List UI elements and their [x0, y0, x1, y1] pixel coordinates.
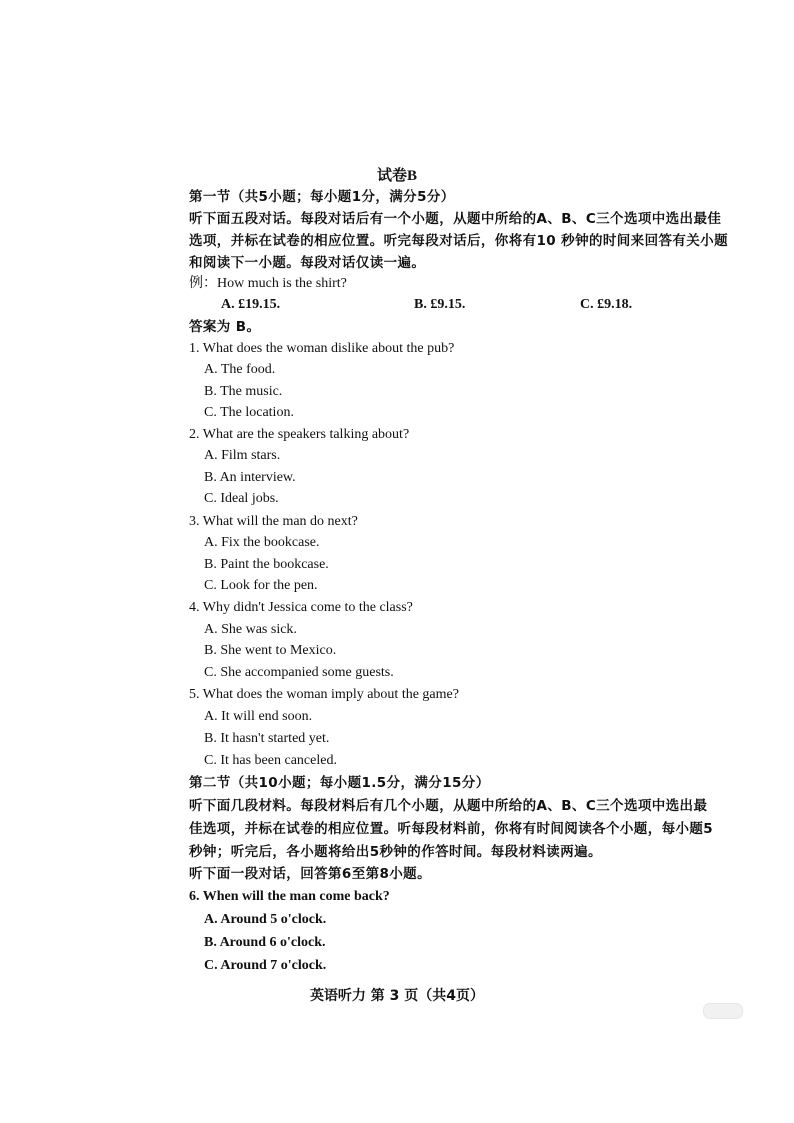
- example-option-a: A. £19.15.: [221, 297, 281, 312]
- question-3-option-b: B. Paint the bookcase.: [204, 557, 329, 572]
- question-3-option-a: A. Fix the bookcase.: [204, 535, 320, 550]
- watermark-badge: [703, 1003, 743, 1019]
- question-5-option-c: C. It has been canceled.: [204, 753, 337, 768]
- section2-instruction: 佳选项，并标在试卷的相应位置。听每段材料前，你将有时间阅读各个小题，每小题5: [189, 821, 714, 837]
- page-footer: 英语听力 第 3 页（共4页）: [309, 988, 485, 1004]
- example-option-b: B. £9.15.: [414, 297, 466, 312]
- question-4-option-a: A. She was sick.: [204, 622, 297, 637]
- question-2: 2. What are the speakers talking about?: [189, 427, 410, 442]
- paper-title: 试卷B: [376, 168, 417, 184]
- question-4-option-c: C. She accompanied some guests.: [204, 665, 394, 680]
- question-6-option-a: A. Around 5 o'clock.: [204, 912, 327, 927]
- question-1-option-b: B. The music.: [204, 384, 283, 399]
- section1-instruction: 选项，并标在试卷的相应位置。听完每段对话后，你将有10 秒钟的时间来回答有关小题: [189, 233, 728, 249]
- question-5-option-a: A. It will end soon.: [204, 709, 313, 724]
- question-6: 6. When will the man come back?: [189, 889, 390, 904]
- question-3-option-c: C. Look for the pen.: [204, 578, 318, 593]
- section1-instruction: 听下面五段对话。每段对话后有一个小题，从题中所给的A、B、C三个选项中选出最佳: [189, 211, 722, 227]
- section2-instruction: 听下面几段材料。每段材料后有几个小题，从题中所给的A、B、C三个选项中选出最: [189, 798, 708, 814]
- question-1-option-a: A. The food.: [204, 362, 276, 377]
- question-2-option-c: C. Ideal jobs.: [204, 491, 279, 506]
- question-5-option-b: B. It hasn't started yet.: [204, 731, 330, 746]
- section2-heading: 第二节（共10小题；每小题1.5分，满分15分）: [189, 775, 490, 791]
- section1-instruction: 和阅读下一小题。每段对话仅读一遍。: [189, 255, 426, 271]
- example-question: 例：How much is the shirt?: [189, 276, 347, 291]
- question-1-option-c: C. The location.: [204, 405, 294, 420]
- question-3: 3. What will the man do next?: [189, 514, 358, 529]
- question-1: 1. What does the woman dislike about the pub?: [189, 341, 455, 356]
- question-4-option-b: B. She went to Mexico.: [204, 643, 337, 658]
- question-2-option-b: B. An interview.: [204, 470, 296, 485]
- dialog-intro: 听下面一段对话，回答第6至第8小题。: [189, 866, 431, 882]
- question-2-option-a: A. Film stars.: [204, 448, 281, 463]
- question-4: 4. Why didn't Jessica come to the class?: [189, 600, 413, 615]
- question-6-option-c: C. Around 7 o'clock.: [204, 958, 327, 973]
- question-6-option-b: B. Around 6 o'clock.: [204, 935, 326, 950]
- section2-instruction: 秒钟；听完后，各小题将给出5秒钟的作答时间。每段材料读两遍。: [189, 844, 602, 860]
- section1-heading: 第一节（共5小题；每小题1分，满分5分）: [189, 189, 455, 205]
- example-answer: 答案为 B。: [189, 319, 261, 335]
- question-5: 5. What does the woman imply about the game?: [189, 687, 459, 702]
- example-option-c: C. £9.18.: [580, 297, 633, 312]
